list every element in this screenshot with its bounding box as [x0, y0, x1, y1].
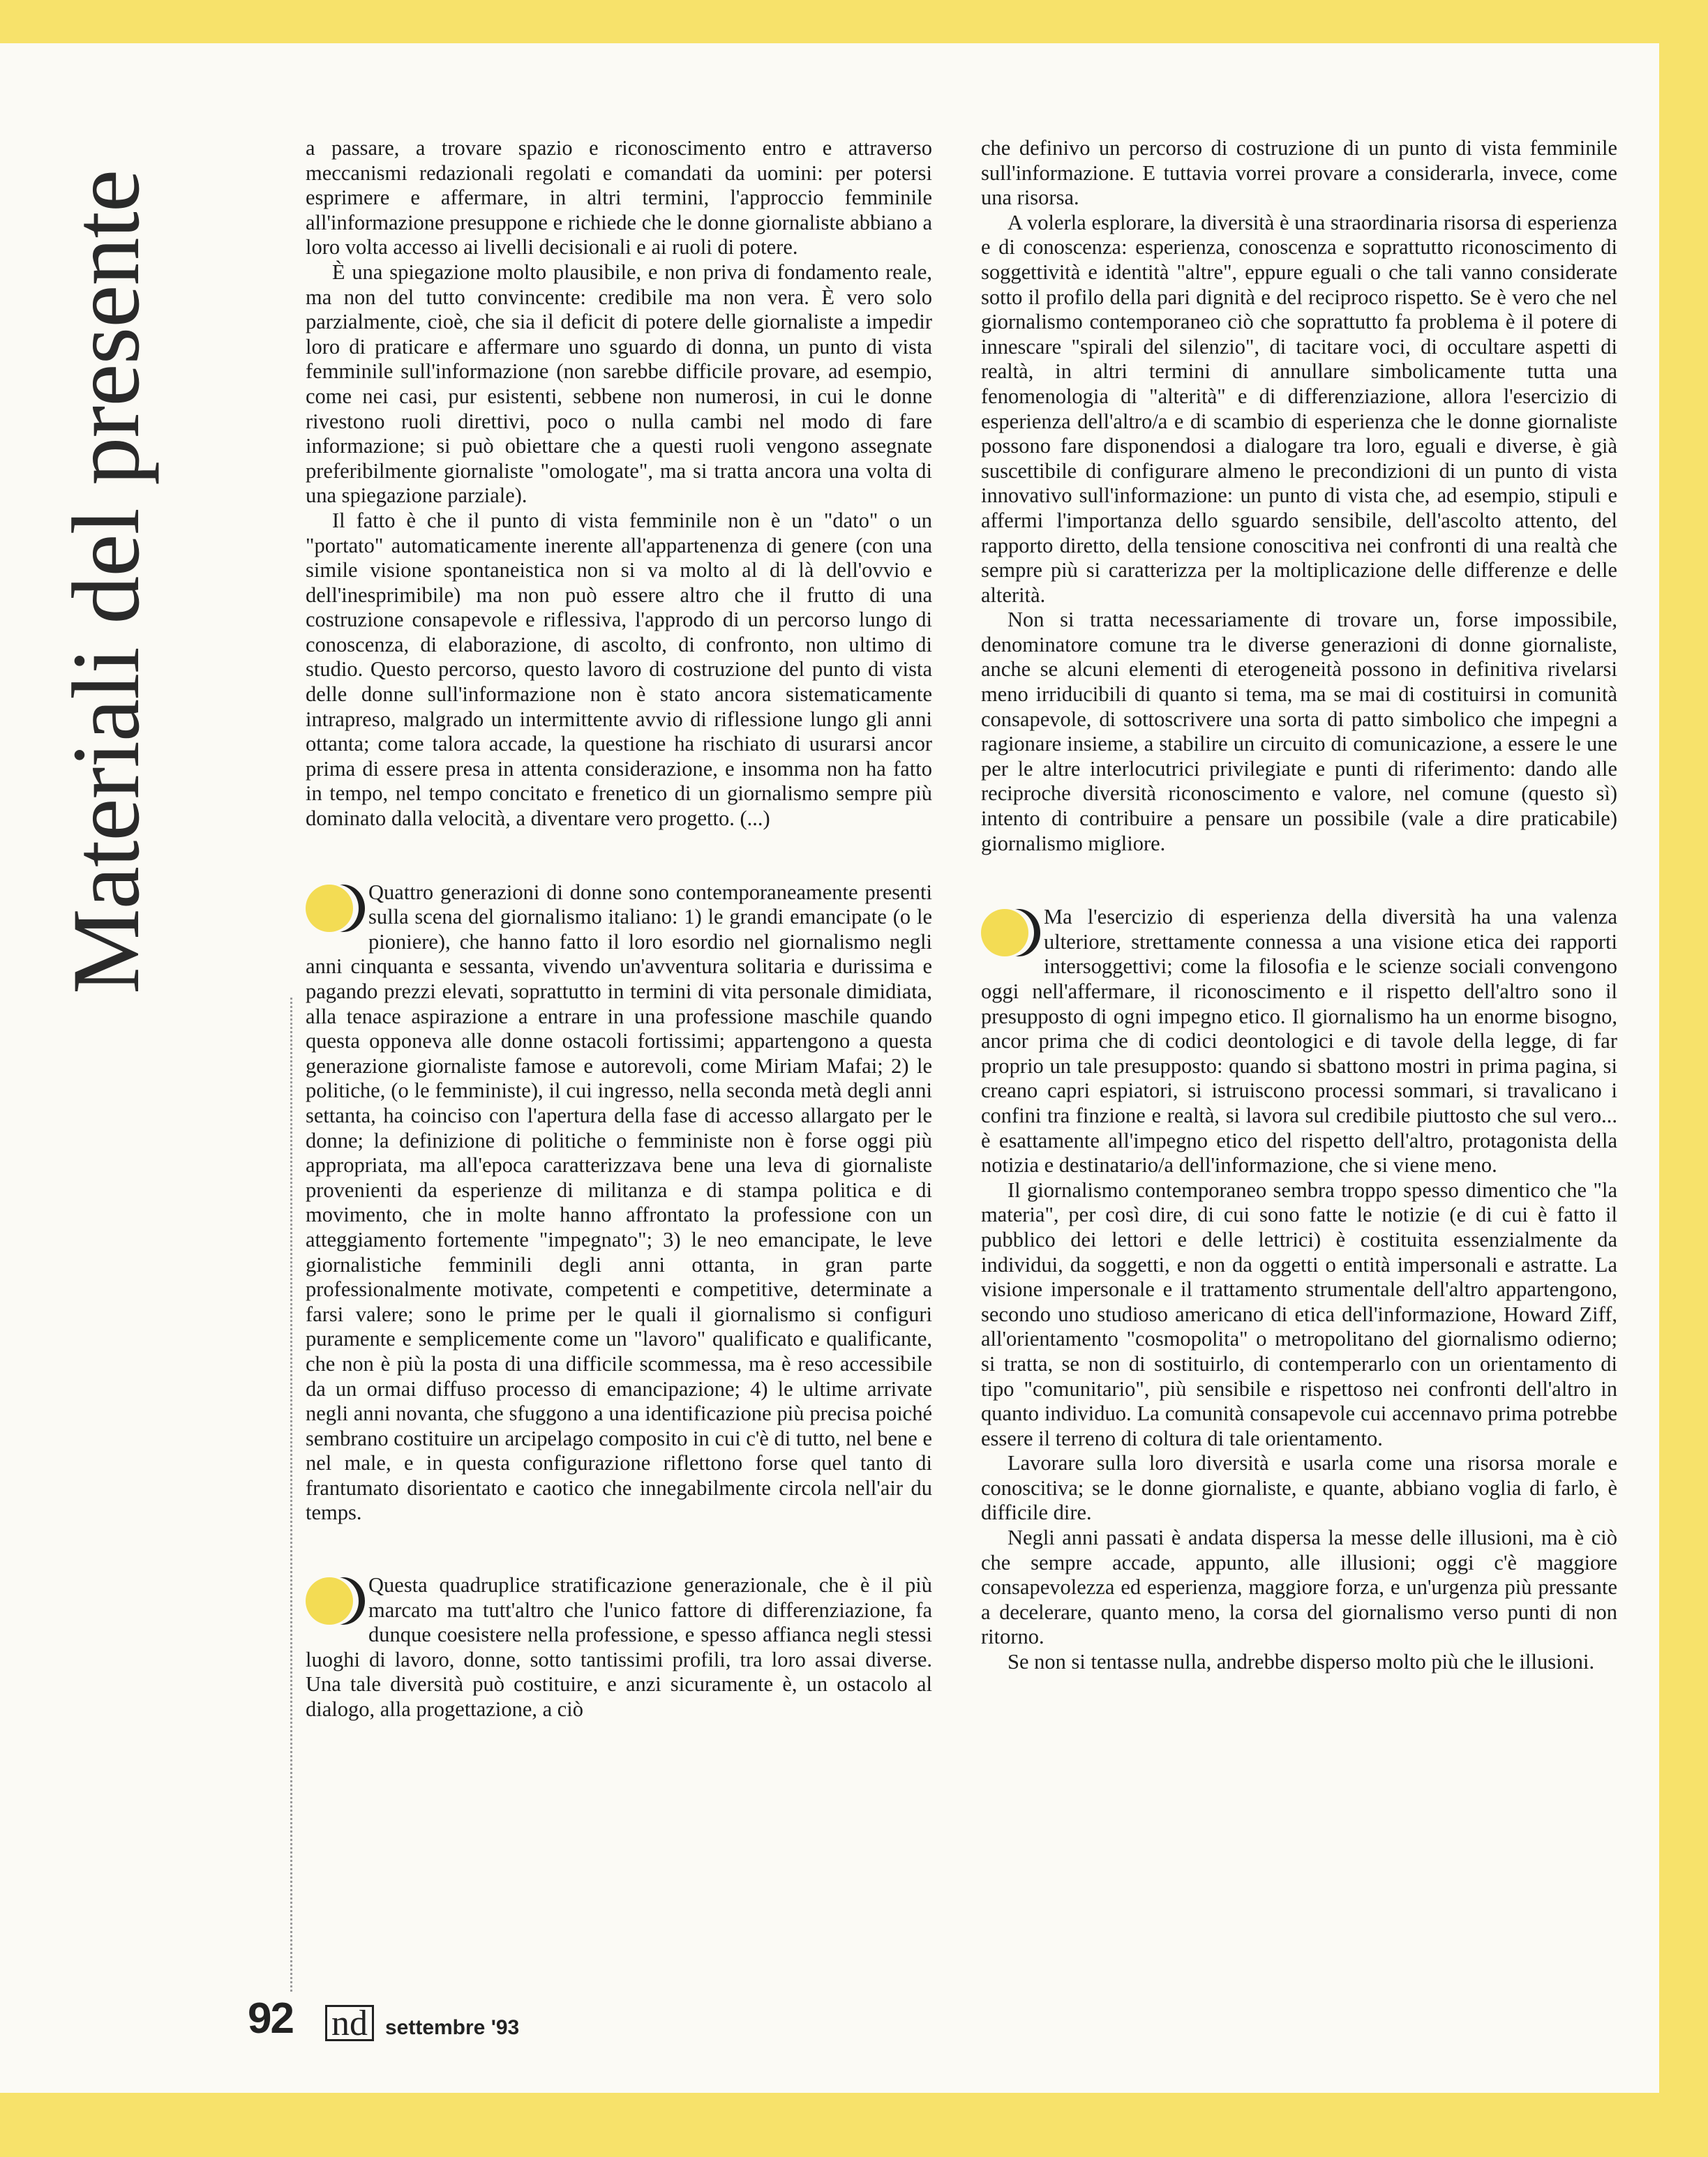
section-stratification	[306, 1573, 932, 1722]
section-title: Materiali del presente	[52, 170, 159, 994]
section-generations	[306, 880, 932, 1526]
paragraph: Ma l'esercizio di esperienza della diversità ha una valenza ulteriore, strettamente connessa a una visione etica dei rapporti intersoggettivi; come la filosofia e le scienze sociali convengono oggi nell'affermare, il riconoscimento e il rispetto dell'altro sono il presupposto di ogni impegno etico. Il giornalismo ha un enorme bisogno, ancor prima che di codici deontologici e di tavole della legge, di far proprio un tale presupposto: quando si sbattono mostri in prima pagina, si creano capri espiatori, si istruiscono processi sommari, si travalicano i confini tra finzione e realtà, si lavora sul credibile piuttosto che sul vero... è esattamente all'impegno etico del rispetto dell'altro, protagonista della notizia e destinatario/a dell'informazione, che si viene meno.	[981, 905, 1617, 1178]
magazine-logo: nd	[325, 2005, 374, 2041]
crescent-moon-icon	[981, 909, 1035, 959]
paragraph: Negli anni passati è andata dispersa la messe delle illusioni, ma è ciò che sempre accade, appunto, alle illusioni; oggi c'è maggiore consapevolezza ed esperienza, maggiore forza, e un'urgenza più pressante a decelerare, quanto meno, la corsa del giornalismo verso punti di non ritorno.	[981, 1526, 1617, 1649]
issue-date: settembre '93	[384, 2016, 520, 2039]
section-ethics	[981, 905, 1617, 1674]
paragraph: Se non si tentasse nulla, andrebbe disperso molto più che le illusioni.	[1007, 1650, 1595, 1674]
paragraph: Questa quadruplice stratificazione generazionale, che è il più marcato ma tutt'altro che l'unico fattore di differenziazione, fa dunque coesistere nella professione, e spesso affianca negli stessi luoghi di lavoro, donne, sotto tantissimi profili, tra loro assai diverse. Una tale diversità può costituire, e anzi sicuramente è, un ostacolo al dialogo, alla progettazione, a ciò	[306, 1573, 932, 1722]
paragraph: È una spiegazione molto plausibile, e non priva di fondamento reale, ma non del tutto convincente: credibile ma non vera. È vero solo parzialmente, cioè, che sia il deficit di potere delle giornaliste a impedir loro di praticare e affermare uno sguardo di donna, un punto di vista femminile sull'informazione (non sarebbe difficile provare, ad esempio, come nei casi, pur esistenti, sebbene non numerosi, in cui le donne rivestono ruoli direttivi, poco o nulla cambi nel modo di fare informazione; si può obiettare che a questi ruoli vengono assegnate preferibilmente giornaliste "omologate", ma si tratta ancora una volta di una spiegazione parziale).	[306, 260, 932, 508]
right-column	[981, 136, 1617, 2006]
paragraph: Il giornalismo contemporaneo sembra troppo spesso dimentico che "la materia", per così dire, di cui sono fatte le notizie (e di cui è fatto il pubblico dei lettori e delle lettrici) è costituita essenzialmente da individui, da soggetti, e non da oggetti o entità impersonali e astratte. La visione impersonale e il trattamento strumentale dell'altro appartengono, secondo uno studioso americano di etica dell'informazione, Howard Ziff, all'orientamento "cosmopolita" o metropolitano del giornalismo odierno; si tratta, se non di sostituirlo, di contemperarlo con un orientamento di tipo "comunitario", più sensibile e rispettoso nei confronti dell'altro in quanto individuo. La comunità consapevole cui accennavo prima potrebbe essere il terreno di coltura di tale orientamento.	[981, 1178, 1617, 1450]
page-footer	[248, 1992, 519, 2041]
paragraph: che definivo un percorso di costruzione di un punto di vista femminile sull'informazione. E tuttavia vorrei provare a considerarla, invece, come una risorsa.	[981, 136, 1617, 210]
left-column	[306, 136, 932, 1992]
crescent-moon-icon	[306, 1577, 360, 1628]
column-divider	[290, 998, 292, 1992]
paragraph: Quattro generazioni di donne sono contemporaneamente presenti sulla scena del giornalismo italiano: 1) le grandi emancipate (o le pioniere), che hanno fatto il loro esordio nel giornalismo negli anni cinquanta e sessanta, vivendo un'avventura solitaria e durissima e pagando prezzi elevati, soprattutto in termini di vita personale dimidiata, alla tenace aspirazione a entrare in una professione maschile quando questa opponeva alle donne ostacoli fortissimi; appartengono a questa generazione giornaliste famose e autorevoli, come Miriam Mafai; 2) le politiche, (o le femministe), il cui ingresso, nella seconda metà degli anni settanta, ha coinciso con l'apertura della fase di accesso allargato per le donne; la definizione di politiche o femministe non è forse oggi più appropriata, ma all'epoca caratterizzava bene una leva di giornaliste provenienti da esperienze di militanza e di stampa politica e di movimento, che in molte hanno affrontato la professione con un atteggiamento fortemente "impegnato"; 3) le neo emancipate, le leve giornalistiche femminili degli anni ottanta, in gran parte professionalmente motivate, competenti e competitive, determinate a farsi valere; sono le prime per le quali il giornalismo si configuri puramente e semplicemente come un "lavoro" qualificato e qualificante, che non è più la posta di una difficile scommessa, ma è reso accessibile da un ormai diffuso processo di emancipazione; 4) le ultime arrivate negli anni novanta, che sfuggono a una identificazione più precisa poiché sembrano costituire un arcipelago composito in cui c'è di tutto, nel bene e nel male, e in questa configurazione riflettono forse quel tanto di frantumato disorientato e caotico che innegabilmente circola nell'air du temps.	[306, 880, 932, 1525]
paragraph: a passare, a trovare spazio e riconoscimento entro e attraverso meccanismi redazionali regolati e comandati da uomini: per potersi esprimere e affermare, in altri termini, l'approccio femminile all'informazione presuppone e richiede che le donne giornaliste abbiano a loro volta accesso ai livelli decisionali e ai ruoli di potere.	[306, 136, 932, 260]
paragraph: A volerla esplorare, la diversità è una straordinaria risorsa di esperienza e di conoscenza: esperienza, conoscenza e soprattutto riconoscimento di soggettività e identità "altre", eppure eguali o che tali vanno considerate sotto il profilo della pari dignità e del reciproco rispetto. Se è vero che nel giornalismo contemporaneo ciò che soprattutto fa problema è il potere di innescare "spirali del silenzio", di tacitare voci, di occultare aspetti di realtà, in altri termini di annullare simbolicamente tutta una fenomenologia di "alterità" e di differenziazione, allora l'esercizio di esperienza dell'altro/a e di scambio di esperienza che le donne giornaliste possono fare disponendosi a dialogare tra loro, eguali e diverse, è già suscettibile di configurare almeno le precondizioni di un punto di vista innovativo sull'informazione: un punto di vista che, ad esempio, stipuli e affermi l'importanza dello sguardo sensibile, dell'ascolto attento, del rapporto diretto, della tensione conoscitiva nei confronti di una realtà che sempre più si caratterizza per la moltiplicazione delle differenze e delle alterità.	[981, 210, 1617, 607]
paragraph: Non si tratta necessariamente di trovare un, forse impossibile, denominatore comune tra le diverse generazioni di donne giornaliste, anche se alcuni elementi di eterogeneità possono in definitiva rivelarsi meno irriducibili di quanto si tema, ma se mai di costituirsi in comunità consapevole, di sottoscrivere una sorta di patto simbolico che impegni a ragionare insieme, a stabilire un circuito di comunicazione, a essere le une per le altre interlocutrici privilegiate e punti di riferimento: dando alle reciproche diversità riconoscimento e valore, nel comune (questo sì) intento di contribuire a pensare un possibile (vale a dire praticabile) giornalismo migliore.	[981, 608, 1617, 855]
paragraph: Il fatto è che il punto di vista femminile non è un "dato" o un "portato" automaticamente inerente all'appartenenza di genere (con una simile visione spontaneistica non si va molto al di là dell'ovvio e dell'inesprimibile) ma non può essere altro che il frutto di una costruzione consapevole e riflessiva, l'approdo di un percorso lungo di conoscenza, di elaborazione, di ascolto, di confronto, non ultimo di studio. Questo percorso, questo lavoro di costruzione del punto di vista delle donne sull'informazione non è stato ancora sistematicamente intrapreso, malgrado un intermittente avvio di riflessione lungo gli anni ottanta; come talora accade, la questione ha rischiato di usurarsi ancor prima di essere presa in attenta considerazione, e insomma non ha fatto in tempo, nel tempo concitato e frenetico di un giornalismo sempre più dominato dalla velocità, a diventare vero progetto. (...)	[306, 508, 932, 831]
page-number: 92	[248, 1994, 293, 2043]
paragraph: Lavorare sulla loro diversità e usarla come una risorsa morale e conoscitiva; se le donne giornaliste, e quante, abbiano voglia di farlo, è difficile dire.	[981, 1451, 1617, 1525]
crescent-moon-icon	[306, 885, 360, 935]
